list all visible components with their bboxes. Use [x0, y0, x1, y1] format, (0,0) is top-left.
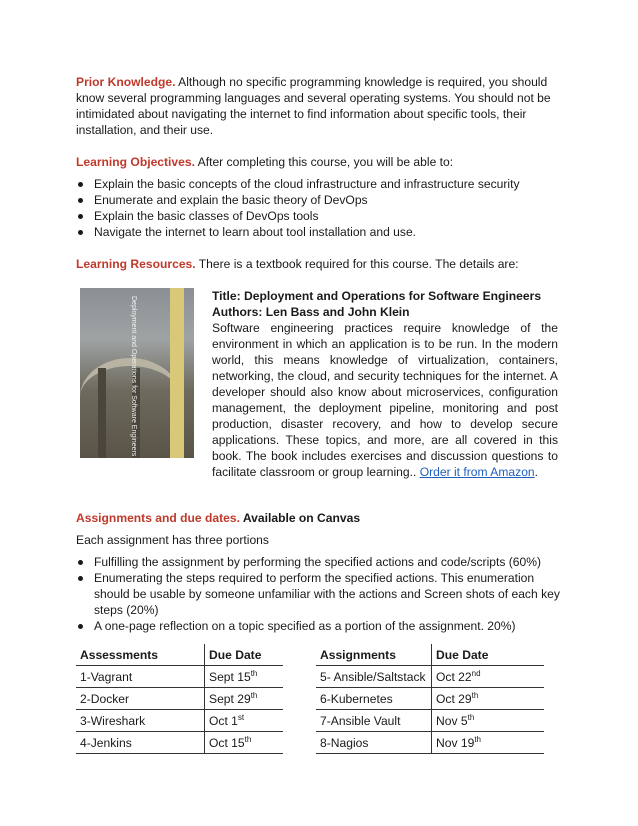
assignments-available: Available on Canvas: [239, 511, 361, 525]
list-item: Explain the basic concepts of the cloud infrastructure and infrastructure security: [76, 176, 560, 192]
prior-knowledge-paragraph: [76, 74, 560, 138]
due-date-cell: [205, 688, 284, 710]
date-suffix: th: [244, 734, 252, 744]
book-description-end: .: [534, 465, 539, 479]
textbook-block: [76, 288, 560, 480]
due-date: Oct 29: [436, 691, 472, 706]
due-date-cell: [432, 710, 545, 732]
assessment-name: 1-Vagrant: [76, 666, 205, 688]
date-suffix: st: [237, 712, 245, 722]
book-title: Title: Deployment and Operations for Software Engineers: [212, 289, 542, 303]
assessment-name: 2-Docker: [76, 688, 205, 710]
table-header-row: [316, 644, 544, 666]
learning-resources-section: [76, 256, 560, 480]
table-row: [316, 666, 544, 688]
prior-knowledge-section: [76, 74, 560, 138]
learning-resources-paragraph: [76, 256, 560, 272]
assignment-portions-list: [76, 554, 560, 634]
table-row: [76, 732, 283, 754]
due-date-cell: [432, 666, 545, 688]
list-item: Enumerate and explain the basic theory of DevOps: [76, 192, 560, 208]
assignments-intro: Each assignment has three portions: [76, 533, 269, 547]
assignment-name: 7-Ansible Vault: [316, 710, 432, 732]
due-date-cell: [432, 732, 545, 754]
learning-resources-intro: There is a textbook required for this course. The details are:: [195, 257, 519, 271]
list-item: A one-page reflection on a topic specified as a portion of the assignment. 20%): [76, 618, 560, 634]
objectives-list: [76, 176, 560, 240]
assignment-name: 6-Kubernetes: [316, 688, 432, 710]
table-row: [76, 710, 283, 732]
table-header-row: [76, 644, 283, 666]
assessment-name: 4-Jenkins: [76, 732, 205, 754]
table-row: [76, 688, 283, 710]
due-date: Oct 15: [209, 735, 245, 750]
learning-objectives-section: [76, 154, 560, 240]
assignments-section: [76, 510, 560, 754]
date-suffix: nd: [471, 668, 481, 678]
book-description: [212, 320, 558, 480]
date-suffix: th: [250, 690, 258, 700]
date-suffix: th: [250, 668, 258, 678]
assignment-name: 8-Nagios: [316, 732, 432, 754]
due-date-cell: [205, 666, 284, 688]
column-header: Assignments: [316, 644, 432, 666]
assignments-heading: Assignments and due dates.: [76, 511, 240, 525]
assignment-name: 5- Ansible/Saltstack: [316, 666, 432, 688]
cover-stripe: [170, 288, 184, 458]
prior-knowledge-heading: Prior Knowledge.: [76, 75, 176, 89]
bridge-pillar-graphic: [98, 368, 106, 458]
assessments-table: [76, 644, 283, 754]
due-date: Nov 19: [436, 735, 475, 750]
book-authors: Authors: Len Bass and John Klein: [212, 305, 410, 319]
learning-objectives-intro: After completing this course, you will be able to:: [194, 155, 454, 169]
list-item: Explain the basic classes of DevOps tools: [76, 208, 560, 224]
due-date-cell: [205, 732, 284, 754]
column-header: Due Date: [205, 644, 284, 666]
learning-resources-heading: Learning Resources.: [76, 257, 196, 271]
document-page: [76, 74, 560, 754]
book-description-text: Software engineering practices require knowledge of the environment in which an application is to be run. In the modern world, this means knowledge of virtualization, containers, networking, the cloud, and security techniques for the internet. A developer should also know about microservices, configuration management, the deployment pipeline, monitoring and post production, disaster recovery, and how to develop secure applications. These topics, and more, are all covered in this book. The book includes exercises and discussion questions to facilitate classroom or group learning..: [212, 321, 558, 479]
cover-title: Deployment and Operations for Software Engineers: [130, 296, 137, 457]
assessment-name: 3-Wireshark: [76, 710, 205, 732]
list-item: Enumerating the steps required to perform the specified actions. This enumeration should be usable by someone unfamiliar with the actions and Screen shots of each key steps (20%): [76, 570, 560, 618]
due-date: Nov 5: [436, 713, 468, 728]
table-row: [76, 666, 283, 688]
column-header: Assessments: [76, 644, 205, 666]
due-date: Sept 15: [209, 669, 251, 684]
due-date-cell: [432, 688, 545, 710]
due-date: Sept 29: [209, 691, 251, 706]
due-date-cell: [205, 710, 284, 732]
amazon-order-link[interactable]: Order it from Amazon: [419, 465, 535, 479]
prior-knowledge-text: Although no specific programming knowledge is required, you should know several programming languages and several operating systems. You should not be intimidated about navigating the internet to find information about specific tools, their installation, and their use.: [76, 75, 551, 137]
date-suffix: th: [467, 712, 475, 722]
due-date: Oct 22: [436, 669, 472, 684]
column-header: Due Date: [432, 644, 545, 666]
assignments-table: [316, 644, 544, 754]
date-suffix: th: [474, 734, 481, 744]
due-dates-tables: [76, 644, 560, 754]
table-row: [316, 688, 544, 710]
list-item: Fulfilling the assignment by performing the specified actions and code/scripts (60%): [76, 554, 560, 570]
list-item: Navigate the internet to learn about tool installation and use.: [76, 224, 560, 240]
book-cover-image: [80, 288, 194, 458]
assignments-heading-line: [76, 510, 560, 526]
date-suffix: th: [471, 690, 479, 700]
due-date: Oct 1: [209, 713, 238, 728]
learning-objectives-heading: Learning Objectives.: [76, 155, 195, 169]
table-row: [316, 732, 544, 754]
table-row: [316, 710, 544, 732]
book-details: [212, 288, 558, 480]
learning-objectives-paragraph: [76, 154, 560, 170]
